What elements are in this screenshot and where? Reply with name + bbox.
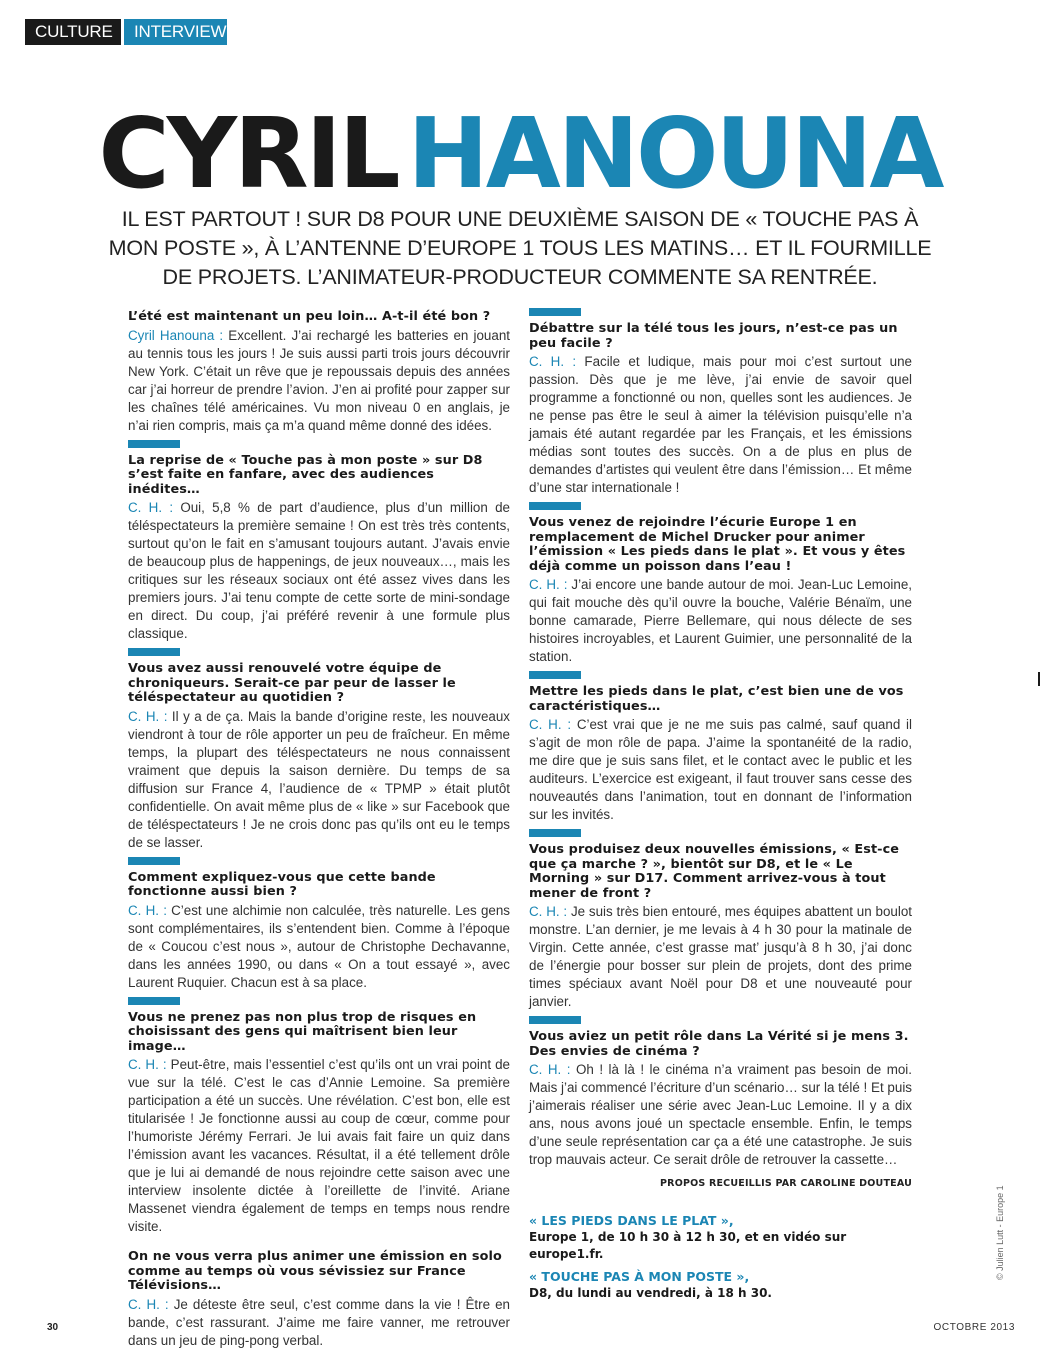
answer-text: Il y a de ça. Mais la bande d’origine reste, les nouveaux viendront à tour de rôle apporter un peu de fraîcheur. En même temps, la plupart des téléspectateurs ne nous connaissent vraiment que depuis la saison dernière. Du temps de sa diffusion sur France 4, l’audience de « TPMP » était plutôt confidentielle. On avait même plus de « like » sur Facebook que de téléspectateurs ! Je ne crois donc pas qu’ils ont eu le temps de se lasser. xyxy=(128,708,510,850)
broadcast-info xyxy=(529,1213,912,1308)
answer-text: C’est vrai que je ne me suis pas calmé, sauf quand il s’agit de mon rôle de papa. J’aime la spontanéité de la radio, me dire que je suis sans filet, et le contact avec le public et les auditeurs. L’exercice est exigeant, il faut trouver sans cesse des nouveautés dans l’animation, tout en donnant de l’information sur les invités. xyxy=(529,717,912,822)
issue-date: OCTOBRE 2013 xyxy=(933,1322,1015,1333)
answer xyxy=(529,1061,912,1169)
qa-block xyxy=(128,1250,510,1350)
section-bar xyxy=(128,648,180,656)
answer xyxy=(128,902,510,992)
answer-text: Excellent. J’ai rechargé les batteries en jouant au tennis tous les jours ! Je suis aussi parti trois jours découvrir New York. C’était un rêve que je repoussais depuis des années car j’ai horreur de prendre l’avion. J’en ai profité pour zapper sur les chaînes télé américaines. Vu mon niveau 0 en anglais, je n’ai rien compris, mais ça m’a quand même donné des idées. xyxy=(128,327,510,433)
speaker: Cyril Hanouna : xyxy=(128,327,224,343)
question: Mettre les pieds dans le plat, c’est bien une de vos caractéristiques… xyxy=(529,684,904,714)
qa-block xyxy=(529,502,912,666)
qa-block xyxy=(529,1016,912,1169)
answer-text: Oh ! là là ! le cinéma n’a vraiment pas besoin de moi. Mais j’ai commencé l’écriture d’un scénario… sur la télé ! Et puis j’aimerais réaliser une série avec Jean-Luc Lemoine. Il y a dix ans, nous avons joué un spectacle ensemble. Enfin, le temps d’une seule représentation car ça a été une catastrophe. Je suis trop mauvais acteur. Ce serait drôle de retrouver la cassette… xyxy=(529,1062,912,1167)
title-first-name: CYRIL xyxy=(98,97,398,210)
speaker: C. H. : xyxy=(128,1057,167,1072)
left-column xyxy=(128,310,510,1355)
byline: PROPOS RECUEILLIS PAR CAROLINE DOUTEAU xyxy=(660,1178,912,1189)
answer xyxy=(128,1056,510,1236)
answer-text: Je suis très bien entouré, mes équipes abattent un boulot monstre. L’an dernier, je me levais à 4 h 30 pour la matinale de Virgin. Cette année, c’est grasse mat’ jusqu’à 8 h 30, j’ai donc de l’énergie pour bosser sur plein de projets, dont des prime times spéciaux avant Noël pour D8 et une nouveauté pour janvier. xyxy=(529,904,912,1009)
answer-text: Facile et ludique, mais pour moi c’est surtout une passion. Dès que je me lève, j’ai envie de savoir quel programme a fonctionné ou non, quelles sont les audiences. Je ne pense pas être le seul à aimer la télévision puisqu’elle n’a jamais été autant regardée par les Français, et les émissions médias sont toutes des succès. On a de plus en plus de demandes d’artistes qui veulent être dans l’émission… Et même d’une star internationale ! xyxy=(529,354,912,495)
answer xyxy=(529,903,912,1011)
qa-block xyxy=(128,997,510,1237)
speaker: C. H. : xyxy=(529,354,577,369)
answer xyxy=(529,716,912,824)
qa-block xyxy=(128,648,510,852)
speaker: C. H. : xyxy=(529,1062,571,1077)
section-bar xyxy=(128,857,180,865)
qa-block xyxy=(128,310,510,435)
section-bar xyxy=(128,440,180,448)
section-bar xyxy=(529,502,581,510)
qa-block xyxy=(529,829,912,1011)
answer xyxy=(128,708,510,852)
answer-text: Oui, 5,8 % de part d’audience, plus d’un million de téléspectateurs la première semaine ! On est très très contents, surtout qu’on le fait en s’amusant toujours autant. J’avais envie de beaucoup plus de happenings, de jeux nouveaux…, mais les critiques sur les réseaux sociaux ont été assez vives dans les premiers jours. J’ai tenu compte de cette sorte de mini-sondage en direct. Du coup, j’ai préféré revenir à une formule plus classique. xyxy=(128,500,510,641)
qa-block xyxy=(529,308,912,497)
speaker: C. H. : xyxy=(128,1296,169,1312)
answer-text: Je déteste être seul, c’est comme dans la vie ! Être en bande, c’est rassurant. J’aime me faire vanner, me retrouver dans un jeu de ping-pong verbal. xyxy=(128,1296,510,1348)
show-title: « TOUCHE PAS À MON POSTE », xyxy=(529,1269,750,1284)
show-schedule: Europe 1, de 10 h 30 à 12 h 30, et en vidéo sur europe1.fr. xyxy=(529,1230,847,1261)
question: Débattre sur la télé tous les jours, n’est-ce pas un peu facile ? xyxy=(529,321,898,351)
answer xyxy=(128,499,510,643)
question: Vous produisez deux nouvelles émissions, « Est-ce que ça marche ? », bientôt sur D8, et le « Le Morning » sur D17. Comment arrivez-vous à tout mener de front ? xyxy=(529,842,900,901)
section-bar xyxy=(529,829,581,837)
question: On ne vous verra plus animer une émission en solo comme au temps où vous sévissiez sur France Télévisions… xyxy=(128,1249,502,1293)
show-schedule: D8, du lundi au vendredi, à 18 h 30. xyxy=(529,1286,772,1300)
section-tag[interactable]: CULTURE xyxy=(25,19,121,45)
question: Vous aviez un petit rôle dans La Vérité si je mens 3. Des envies de cinéma ? xyxy=(529,1029,909,1059)
answer xyxy=(128,327,510,435)
title-last-name: HANOUNA xyxy=(407,97,942,210)
photo-credit: © Julien Lutt - Europe 1 xyxy=(995,1185,1005,1280)
question: Vous ne prenez pas non plus trop de risques en choisissant des gens qui maîtrisent bien leur image… xyxy=(128,1009,477,1054)
section-bar xyxy=(529,671,581,679)
section-bar xyxy=(128,997,180,1005)
show-title: « LES PIEDS DANS LE PLAT », xyxy=(529,1213,734,1228)
answer xyxy=(128,1296,510,1350)
right-column xyxy=(529,308,912,1193)
page-number: 30 xyxy=(47,1322,59,1333)
speaker: C. H. : xyxy=(529,577,568,592)
speaker: C. H. : xyxy=(128,708,168,724)
answer xyxy=(529,576,912,666)
qa-block xyxy=(128,440,510,644)
question: Comment expliquez-vous que cette bande fonctionne aussi bien ? xyxy=(128,869,436,899)
qa-block xyxy=(128,857,510,992)
speaker: C. H. : xyxy=(128,902,167,918)
lede: IL EST PARTOUT ! SUR D8 POUR UNE DEUXIÈME SAISON DE « TOUCHE PAS À MON POSTE », À L’ANTENNE D’EUROPE 1 TOUS LES MATINS… ET IL FOURMILLE DE PROJETS. L’ANIMATEUR-PRODUCTEUR COMMENTE SA RENTRÉE. xyxy=(108,207,932,289)
subsection-tag[interactable]: INTERVIEW xyxy=(124,19,227,45)
question: Vous avez aussi renouvelé votre équipe de chroniqueurs. Serait-ce par peur de lasser le téléspectateur au quotidien ? xyxy=(128,661,456,705)
section-bar xyxy=(529,308,581,316)
qa-block xyxy=(529,671,912,824)
question: Vous venez de rejoindre l’écurie Europe 1 en remplacement de Michel Drucker pour animer l’émission « Les pieds dans le plat ». Et vous y êtes déjà comme un poisson dans l’eau ! xyxy=(529,515,906,574)
question: L’été est maintenant un peu loin… A-t-il été bon ? xyxy=(128,309,491,324)
section-bar xyxy=(529,1016,581,1024)
answer-text: Peut-être, mais l’essentiel c’est qu’ils ont un vrai point de vue sur la télé. C’est le cas d’Annie Lemoine. Sa première participation a été un succès. Une révélation. C’est bon, elle est titularisée ! Je fonctionne aussi au coup de cœur, comme pour l’humoriste Jérémy Ferrari. Je lui avais fait faire un quiz dans l’émission avant les vacances. Résultat, il a été tellement drôle que je lui ai demandé de nous rejoindre cette saison avec une interview insolente dictée à l’oreillette de l’invité. Ariane Massenet viendra également de temps en temps nous rendre visite. xyxy=(128,1057,510,1234)
question: La reprise de « Touche pas à mon poste » sur D8 s’est faite en fanfare, avec des audiences inédites… xyxy=(128,452,483,497)
page-title xyxy=(0,97,1040,210)
speaker: C. H. : xyxy=(529,904,568,919)
answer xyxy=(529,353,912,497)
answer-text: J’ai encore une bande autour de moi. Jean-Luc Lemoine, qui fait mouche dès qu’il ouvre la bouche, Valérie Bénaïm, une bonne camarade, Pierre Bellemare, qui nous délecte de ses histoires incroyables, et Laurent Guimier, une personnalité de la station. xyxy=(529,577,912,664)
speaker: C. H. : xyxy=(128,500,174,515)
speaker: C. H. : xyxy=(529,717,572,732)
answer-text: C’est une alchimie non calculée, très naturelle. Les gens sont complémentaires, ils s’entendent bien. Comme à l’époque de « Coucou c’est nous », autour de Christophe Dechavanne, dans les années 1990, ou dans « On a tout essayé », avec Laurent Ruquier. Chacun est à sa place. xyxy=(128,902,510,990)
